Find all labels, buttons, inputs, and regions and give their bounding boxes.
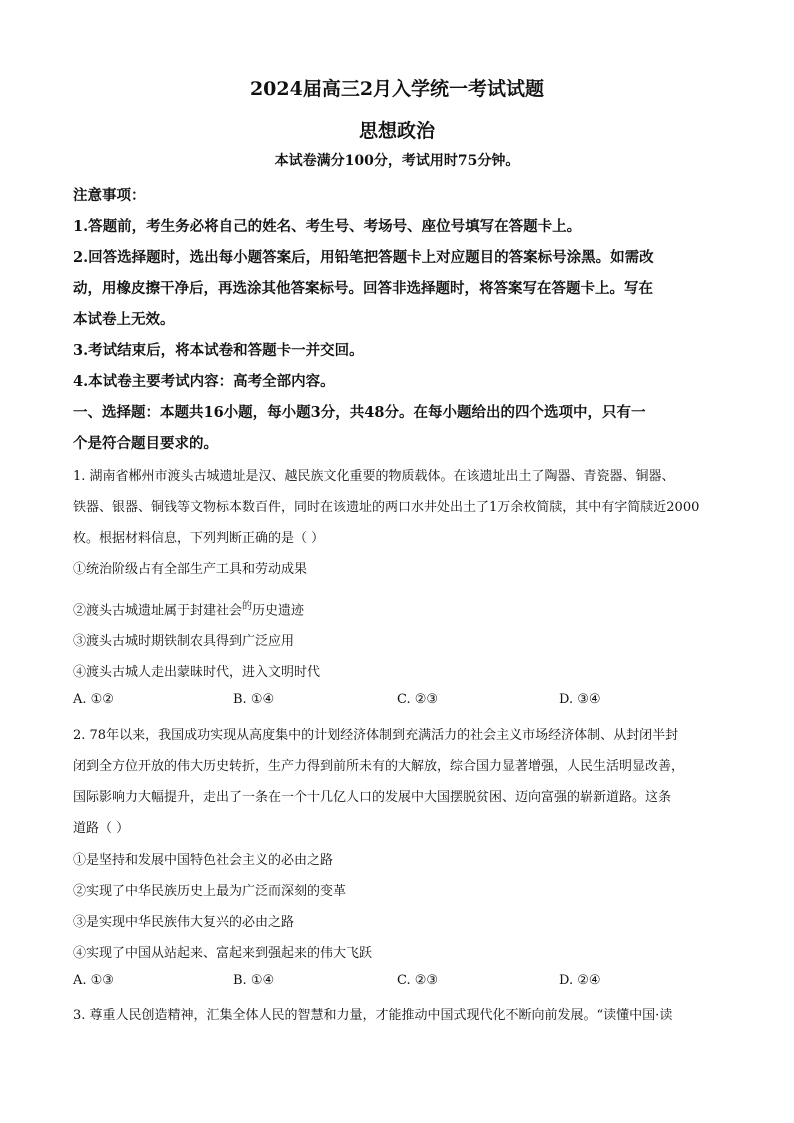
- q2-stem-line-4: 道路（ ）: [73, 821, 130, 836]
- section-heading-line-1: 一、选择题：本题共16小题，每小题3分，共48分。在每小题给出的四个选项中，只有一: [73, 404, 646, 421]
- exam-title: 2024届高三2月入学统一考试试题: [249, 78, 545, 100]
- q1-statement-2: ②渡头古城遗址属于封建社会$^的$历史遗迹: [73, 601, 305, 619]
- q2-option-a: A. ①③: [73, 973, 114, 988]
- notice-item-4: 4.本试卷主要考试内容：高考全部内容。: [73, 373, 335, 390]
- section-heading-line-2: 个是符合题目要求的。: [73, 435, 218, 452]
- q2-option-b: B. ①④: [233, 973, 275, 988]
- q3-stem-line-1: 3. 尊重人民创造精神，汇集全体人民的智慧和力量，才能推动中国式现代化不断向前发展。“读懂中国·读: [73, 1008, 673, 1023]
- q1-stem-line-2: 铁器、银器、铜钱等文物标本数百件，同时在该遗址的两口水井处出土了1万余枚简牍，其中有字简牍近2000: [73, 500, 700, 515]
- q1-stem-line-3: 枚。根据材料信息，下列判断正确的是（ ）: [73, 531, 325, 546]
- q2-statement-3: ③是实现中华民族伟大复兴的必由之路: [73, 915, 295, 930]
- q1-statement-3: ③渡头古城时期铁制农具得到广泛应用: [73, 634, 295, 649]
- q1-option-c: C. ②③: [397, 692, 439, 707]
- q2-option-c: C. ②③: [397, 973, 439, 988]
- q1-option-b: B. ①④: [233, 692, 275, 707]
- notice-item-2-line-3: 本试卷上无效。: [73, 311, 175, 328]
- notice-item-3: 3.考试结束后，将本试卷和答题卡一并交回。: [73, 342, 364, 359]
- q2-stem-line-1: 2. 78年以来，我国成功实现从高度集中的计划经济体制到充满活力的社会主义市场经济体制、从封闭半封: [73, 728, 679, 743]
- q1-statement-1: ①统治阶级占有全部生产工具和劳动成果: [73, 562, 308, 577]
- notice-heading: 注意事项：: [73, 187, 146, 204]
- q2-stem-line-2: 闭到全方位开放的伟大历史转折，生产力得到前所未有的大解放，综合国力显著增强，人民生活明显改善，: [73, 759, 685, 774]
- q1-stem-line-1: 1. 湖南省郴州市渡头古城遗址是汉、越民族文化重要的物质载体。在该遗址出土了陶器、青瓷器、铜器、: [73, 469, 675, 484]
- q1-statement-4: ④渡头古城人走出蒙昧时代，进入文明时代: [73, 665, 321, 680]
- q1-option-d: D. ③④: [559, 692, 601, 707]
- q2-stem-line-3: 国际影响力大幅提升，走出了一条在一个十几亿人口的发展中大国摆脱贫困、迈向富强的崭新道路。这条: [73, 790, 672, 805]
- q2-statement-2: ②实现了中华民族历史上最为广泛而深刻的变革: [73, 884, 347, 899]
- score-note: 本试卷满分100分，考试用时75分钟。: [274, 153, 520, 169]
- q2-option-d: D. ②④: [559, 973, 601, 988]
- q1-option-a: A. ①②: [73, 692, 114, 707]
- notice-item-2-line-1: 2.回答选择题时，选出每小题答案后，用铅笔把答题卡上对应题目的答案标号涂黑。如需改: [73, 249, 654, 266]
- q2-statement-1: ①是坚持和发展中国特色社会主义的必由之路: [73, 853, 334, 868]
- q2-statement-4: ④实现了中国从站起来、富起来到强起来的伟大飞跃: [73, 946, 373, 961]
- subject-title: 思想政治: [358, 120, 435, 142]
- notice-item-1: 1.答题前，考生务必将自己的姓名、考生号、考场号、座位号填写在答题卡上。: [73, 218, 582, 235]
- notice-item-2-line-2: 动，用橡皮擦干净后，再选涂其他答案标号。回答非选择题时，将答案写在答题卡上。写在: [73, 280, 653, 297]
